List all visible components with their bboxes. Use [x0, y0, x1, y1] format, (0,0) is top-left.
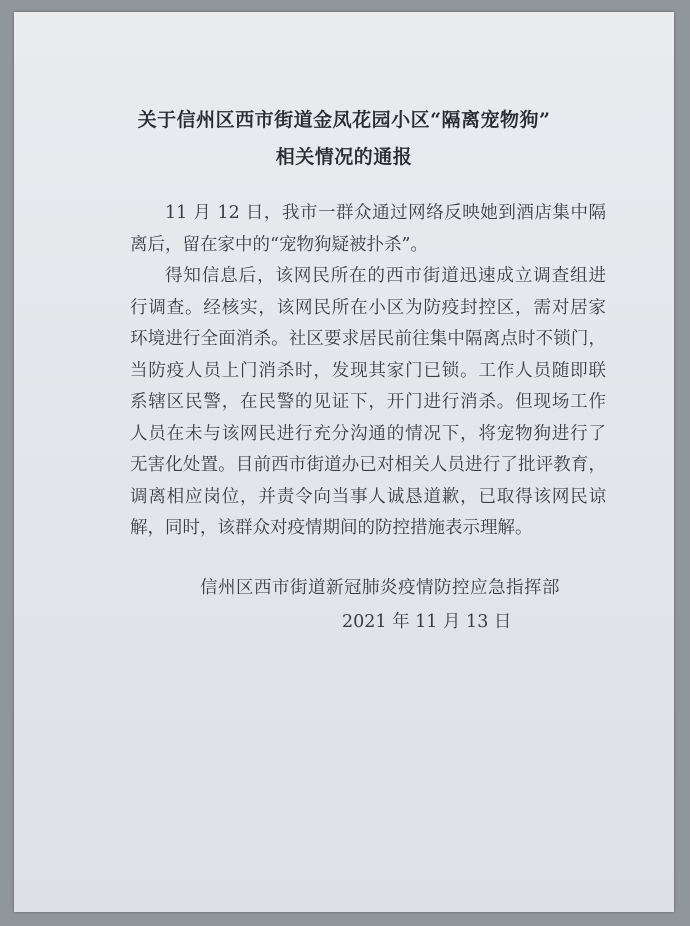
paragraph-2-line: 环境进行全面消杀。社区要求居民前往集中隔离点时不锁门， [130, 329, 606, 349]
paragraph-2-line: 行调查。经核实，该网民所在小区为防疫封控区，需对居家 [130, 297, 606, 318]
paragraph-2-line: 解，同时，该群众对疫情期间的防控措施表示理解。 [130, 518, 533, 538]
paragraph-2-line: 当防疫人员上门消杀时，发现其家门已锁。工作人员随即联 [130, 360, 606, 381]
document-title-line-2: 相关情况的通报 [275, 146, 413, 168]
paragraph-1-line: 离后，留在家中的“宠物狗疑被扑杀”。 [130, 234, 428, 255]
paragraph-2-line: 无害化处置。目前西市街道办已对相关人员进行了批评教育， [130, 455, 606, 475]
paragraph-2-line: 调离相应岗位，并责令向当事人诚恳道歉，已取得该网民谅 [130, 486, 606, 507]
paragraph-1-line: 11 月 12 日，我市一群众通过网络反映她到酒店集中隔 [165, 203, 606, 223]
paragraph-2-line: 系辖区民警，在民警的见证下，开门进行消杀。但现场工作 [130, 392, 606, 412]
paragraph-1 [130, 198, 606, 261]
document-page [14, 12, 674, 912]
paragraph-2-line: 得知信息后，该网民所在的西市街道迅速成立调查组进 [165, 266, 606, 286]
signature-date: 2021 年 11 月 13 日 [342, 612, 512, 632]
paragraph-2 [130, 261, 606, 545]
signature-organization: 信州区西市街道新冠肺炎疫情防控应急指挥部 [200, 578, 560, 598]
document-title-line-1: 关于信州区西市街道金凤花园小区“隔离宠物狗” [137, 109, 551, 131]
paragraph-2-line: 人员在未与该网民进行充分沟通的情况下，将宠物狗进行了 [130, 423, 606, 444]
